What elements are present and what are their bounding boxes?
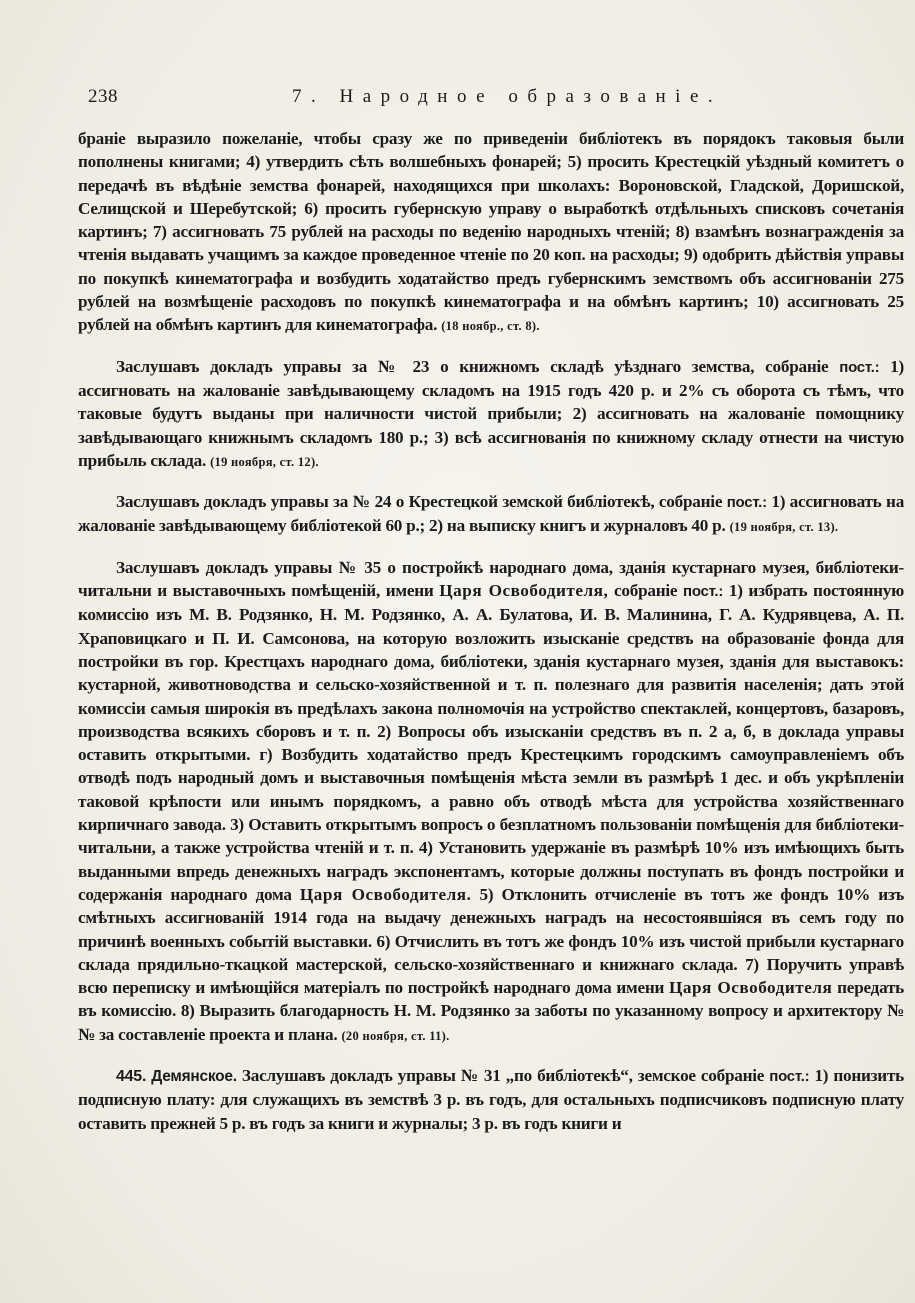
reference-citation: (18 ноябр., ст. 8). <box>441 319 540 334</box>
paragraph-text: бранiе выразило пожеланiе, чтобы сразу же по приведенiи библiотекъ въ порядокъ таковыя были пополнены книгами; 4) утвердить сѣть волшебныхъ фонарей; 5) просить Крестецкiй уѣздный комитетъ о передачѣ въ вѣдѣнiе земства фонарей, находящихся при школахъ: Вороновской, Гладской, Доришской, Селищской и Шеребутской; 6) просить губернскую управу о выработкѣ отдѣльныхъ списковъ сочетанiя картинъ; 7) ассигновать 75 рублей на расходы по веденiю народныхъ чтенiй; 8) взамѣнъ вознагражденiя за чтенiя выдавать учащимъ за каждое проведенное чтенiе по 20 коп. на расходы; 9) одобрить дѣйствiя управы по покупкѣ кинематографа и возбудить ходатайство предъ губернскимъ земствомъ объ ассигнованiи 275 рублей на возмѣщенiе расходовъ по покупкѣ кинематографа и на обмѣнъ картинъ; 10) ассигновать 25 рублей на обмѣнъ картинъ для кинематографа. <box>78 129 904 335</box>
paragraph-lead: Заслушавъ докладъ управы № 35 о постройкѣ народнаго дома, зданiя кустарнаго музея, библiотеки-читальни и выставочныхъ помѣщенiй, имени <box>78 557 904 601</box>
paragraph-text: 1) ассигновать на жалованiе завѣдывающему библiотекой 60 р.; 2) на выписку книгъ и журналовъ 40 р. <box>78 492 905 536</box>
tsar-liberator-name: Царя Освободителя <box>669 978 833 998</box>
paragraph-lead: Заслушавъ докладъ управы за № 23 о книжномъ складѣ уѣзднаго земства, собранiе <box>116 356 829 376</box>
entry-number: 445. <box>116 1067 147 1085</box>
paragraph-text-continued: 5) Отклонить отчисленiе въ тотъ же фондъ 10% изъ смѣтныхъ ассигнованiй 1914 года на выдачу денежныхъ наградъ на несостоявшiяся въ семъ году по причинѣ военныхъ событiй выставки. 6) Отчислить въ тотъ же фондъ 10% изъ чистой прибыли кустарнаго склада прядильно-ткацкой мастерской, сельско-хозяйственнаго и книжнаго склада. 7) Поручить управѣ всю переписку и имѣющiйся матерiалъ по постройкѣ народнаго дома имени <box>78 884 904 998</box>
paragraph-text: 1) избрать постоянную комиссiю изъ М. В. Родзянко, Н. М. Родзянко, А. А. Булатова, И. В. Малинина, Г. А. Кудрявцева, А. П. Храповицкаго и П. И. Самсонова, на которую возложить изысканiе средствъ на образованiе фонда для постройки въ гор. Крестцахъ народнаго дома, библiотеки, зданiя кустарнаго музея, зданiя для выставокъ: кустарной, животноводства и сельско-хозяйственной и т. п. полезнаго для развитiя населенiя; дать этой комиссiи самыя широкiя въ предѣлахъ закона полномочiя на устройство спектаклей, концертовъ, базаровъ, производства всякихъ сборовъ и т. п. 2) Вопросы объ изысканiи средствъ въ п. 2 а, б, в доклада управы оставить открытыми. г) Возбудить ходатайство предъ Крестецкимъ городскимъ самоуправленiемъ объ отводѣ подъ народный домъ и выставочныя помѣщенiя мѣста земли въ размѣрѣ 1 дес. и объ укрѣпленiи таковой крѣпости или инымъ порядкомъ, а равно объ отводѣ мѣста для устройства хозяйственнаго кирпичнаго завода. 3) Оставить открытымъ вопросъ о безплатномъ пользованiи помѣщенiя для библiотеки-читальни, а также устройства чтенiй и т. п. 4) Установить удержанiе въ размѣрѣ 10% изъ имѣющихъ быть выданными впредь денежныхъ наградъ экспонентамъ, которые должны поступать въ фондъ постройки и содержанiя народнаго дома <box>78 581 904 904</box>
page-number: 238 <box>88 86 118 107</box>
running-title: 7. Народное образованiе. <box>292 86 723 107</box>
paragraph-continued <box>78 127 904 339</box>
resolution-marker: пост.: <box>683 583 724 601</box>
tsar-liberator-name: Царя Освободителя. <box>299 884 472 904</box>
tsar-liberator-name: Царя Освободителя, <box>439 581 609 601</box>
page-header <box>88 86 888 112</box>
body-text <box>78 127 904 1135</box>
resolution-marker: пост.: <box>839 358 880 376</box>
reference-citation: (19 ноября, ст. 12). <box>210 454 319 469</box>
paragraph-text: 1) ассигновать на жалованiе завѣдывающему складомъ на 1915 годъ 420 р. и 2% съ оборота съ тѣмъ, что таковые будутъ выданы при наличности чистой прибыли; 2) ассигновать на жалованiе помощнику завѣдывающаго книжнымъ складомъ 180 р.; 3) всѣ ассигнованiя по книжному складу отнести на чистую прибыль склада. <box>78 356 904 470</box>
resolution-marker: пост.: <box>769 1067 810 1085</box>
place-name: Демянское. <box>151 1067 237 1085</box>
paragraph-lead-continued: собранiе <box>614 581 678 601</box>
paragraph-lead: Заслушавъ докладъ управы за № 24 о Крестецкой земской библiотекѣ, собранiе <box>116 492 723 512</box>
paragraph-text: 1) понизить подписную плату: для служащихъ въ земствѣ 3 р. въ годъ, для остальныхъ подписчиковъ подписную плату оставить прежней 5 р. въ годъ за книги и журналы; 3 р. въ годъ книги и <box>78 1065 904 1133</box>
reference-citation: (19 ноября, ст. 13). <box>729 520 839 535</box>
paragraph-library <box>78 490 904 540</box>
paragraph-book-warehouse <box>78 355 904 474</box>
paragraph-peoples-house <box>78 556 904 1048</box>
paragraph-lead: Заслушавъ докладъ управы № 31 „по библiотекѣ“, земское собранiе <box>241 1065 765 1085</box>
paragraph-demyansk <box>78 1064 904 1135</box>
reference-citation: (20 ноября, ст. 11). <box>341 1028 450 1043</box>
resolution-marker: пост.: <box>726 494 767 512</box>
paragraph-text-continued: передать въ комиссiю. 8) Выразить благодарность Н. М. Родзянко за заботы по указанному вопросу и архитектору №№ за составленiе проекта и плана. <box>78 978 905 1044</box>
